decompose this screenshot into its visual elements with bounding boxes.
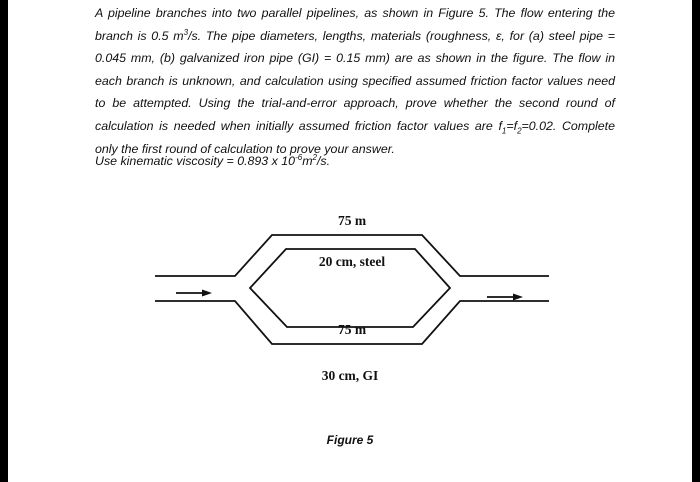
- figure-caption: Figure 5: [326, 433, 374, 447]
- problem-text-part-2: /s. The pipe diameters, lengths, materials (roughness, ε, for (a) steel pipe = 0.045 mm, (b) galvanized iron pipe (GI) = 0.15 mm) are as shown in the figure. The flow in each branch is unknown, and calculation using specified assumed friction factor values need to be attempted. Using the trial-and-error approach, prove whether the second round of calculation is needed when initially assumed friction factor values are: [95, 28, 615, 133]
- friction-factor-2-symbol: f: [513, 118, 518, 133]
- friction-factor-1-subscript: 1: [501, 126, 507, 136]
- lower-pipe-length-label: 75 m: [337, 322, 367, 337]
- inlet-flow-arrowhead: [202, 290, 212, 297]
- upper-pipe-spec-label: 20 cm, steel: [318, 254, 386, 269]
- viscosity-exponent: -6: [295, 152, 303, 162]
- viscosity-suffix: /s.: [316, 154, 331, 168]
- equals-sign: =: [506, 118, 514, 133]
- friction-factor-1-symbol: f: [498, 118, 502, 133]
- viscosity-unit: m: [302, 154, 313, 168]
- viscosity-prefix: Use kinematic viscosity = 0.893 x 10: [95, 154, 296, 168]
- problem-text-part-3: =0.02. Complete only the first round of calculation to prove your answer.: [95, 118, 615, 156]
- friction-factor-2-subscript: 2: [517, 126, 522, 136]
- flow-unit-exponent: 3: [183, 27, 189, 37]
- problem-text-part-1: A pipeline branches into two parallel pipelines, as shown in Figure 5. The flow entering the branch is 0.5 m: [95, 6, 615, 43]
- outlet-flow-arrowhead: [513, 294, 523, 301]
- viscosity-unit-exponent: 2: [312, 152, 317, 162]
- upper-pipe-length-label: 75 m: [337, 213, 367, 228]
- lower-pipe-spec-label: 30 cm, GI: [321, 368, 379, 383]
